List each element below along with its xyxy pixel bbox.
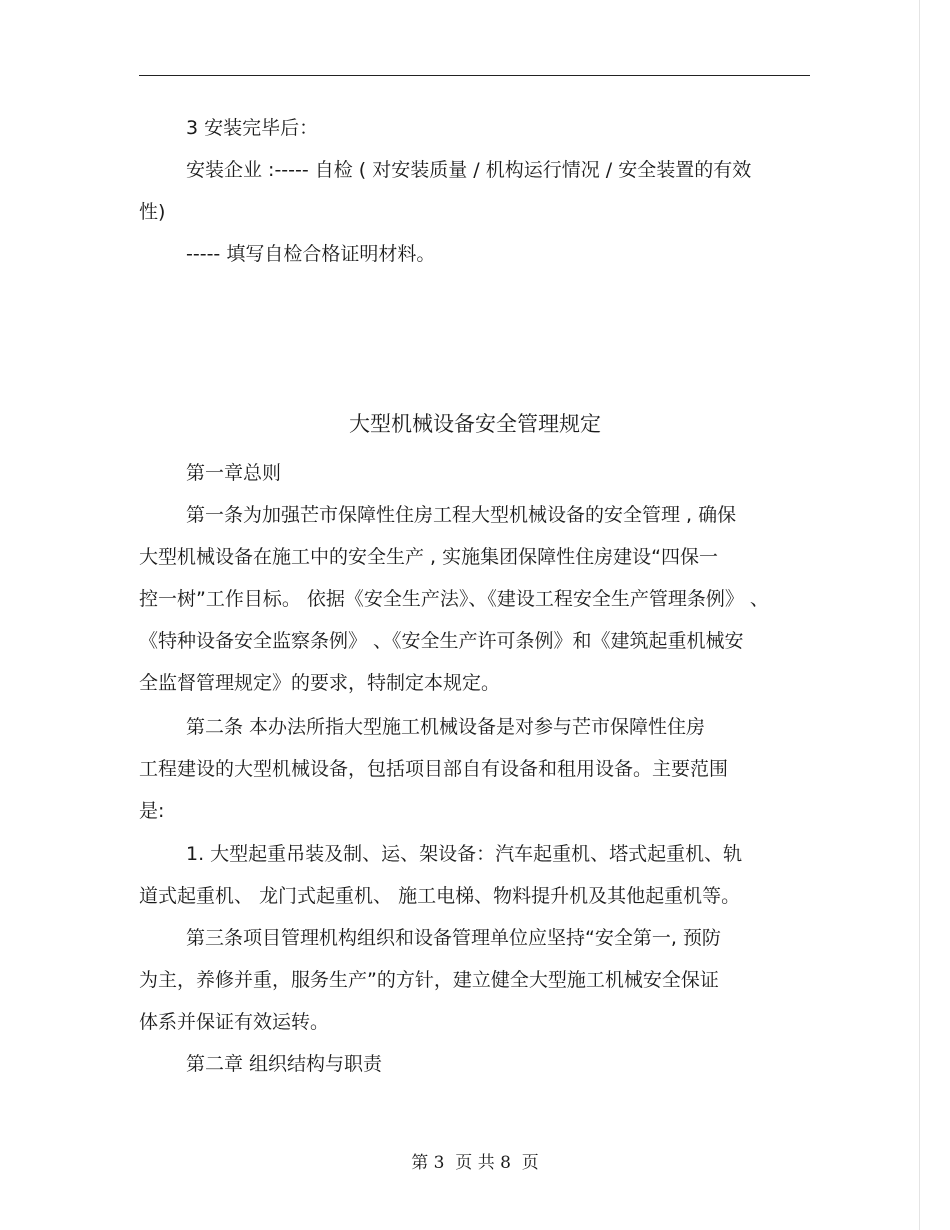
page-edge xyxy=(919,0,920,1230)
paragraph-line: 体系并保证有效运转。 xyxy=(139,1011,330,1033)
paragraph-line: 第一条为加强芒市保障性住房工程大型机械设备的安全管理 , 确保 xyxy=(186,504,737,526)
chapter-heading: 第一章总则 xyxy=(186,462,282,484)
paragraph-line: 安装企业 :----- 自检 ( 对安装质量 / 机构运行情况 / 安全装置的有效 xyxy=(186,159,752,181)
paragraph-line: 为主，养修并重，服务生产”的方针，建立健全大型施工机械安全保证 xyxy=(139,969,719,991)
paragraph-line: 大型机械设备在施工中的安全生产 , 实施集团保障性住房建设“四保一 xyxy=(139,546,718,568)
header-rule xyxy=(139,75,810,76)
paragraph-line: 第二条 本办法所指大型施工机械设备是对参与芒市保障性住房 xyxy=(186,716,706,738)
paragraph-line: 控一树”工作目标。 依据《安全生产法》、《建设工程安全生产管理条例》 、 xyxy=(139,588,769,610)
chapter-heading: 第二章 组织结构与职责 xyxy=(186,1053,383,1075)
paragraph-line: 全监督管理规定》的要求，特制定本规定。 xyxy=(139,672,501,694)
section-heading: 3 安装完毕后： xyxy=(186,117,319,139)
document-title: 大型机械设备安全管理规定 xyxy=(349,412,601,436)
paragraph-line: 性) xyxy=(139,201,166,223)
page-footer: 第 3 页 共 8 页 xyxy=(411,1153,539,1173)
paragraph-line: 《特种设备安全监察条例》 、《安全生产许可条例》和《建筑起重机械安 xyxy=(139,630,744,652)
paragraph-line: ----- 填写自检合格证明材料。 xyxy=(186,243,436,265)
paragraph-line: 1. 大型起重吊装及制、运、架设备：汽车起重机、塔式起重机、轨 xyxy=(186,843,743,865)
paragraph-line: 第三条项目管理机构组织和设备管理单位应坚持“安全第一, 预防 xyxy=(186,927,721,949)
paragraph-line: 是: xyxy=(139,800,165,822)
paragraph-line: 道式起重机、 龙门式起重机、 施工电梯、物料提升机及其他起重机等。 xyxy=(139,885,741,907)
paragraph-line: 工程建设的大型机械设备，包括项目部自有设备和租用设备。主要范围 xyxy=(139,758,729,780)
